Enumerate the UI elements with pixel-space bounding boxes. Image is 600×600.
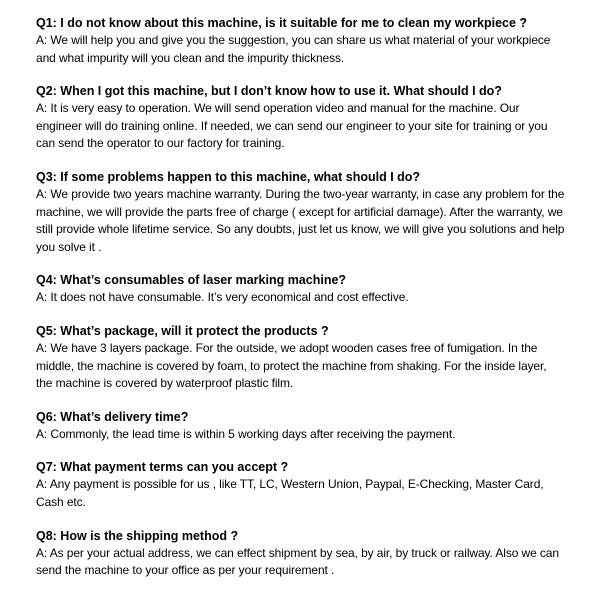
- faq-item-q7: [36, 458, 566, 511]
- faq-answer: A: We have 3 layers package. For the outside, we adopt wooden cases free of fumigation. In the middle, the machine is covered by foam, to protect the machine from shaking. For the inside layer, the machine is covered by waterproof plastic film.: [36, 340, 547, 391]
- faq-item-q6: [36, 408, 566, 444]
- faq-answer: A: We will help you and give you the suggestion, you can share us what material of your workpiece and what impurity will you clean and the impurity thickness.: [36, 33, 551, 65]
- faq-question: Q3: If some problems happen to this machine, what should I do?: [36, 169, 421, 184]
- faq-answer: A: Commonly, the lead time is within 5 working days after receiving the payment.: [36, 426, 456, 441]
- faq-answer: A: As per your actual address, we can effect shipment by sea, by air, by truck or railway. Also we can send the machine to your office as per your requirement .: [36, 545, 559, 578]
- faq-answer: A: Any payment is possible for us , like TT, LC, Western Union, Paypal, E-Checking, Master Card, Cash etc.: [36, 477, 544, 509]
- faq-question: Q6: What’s delivery time?: [36, 409, 189, 424]
- faq-item-q1: [36, 14, 566, 67]
- faq-question: Q5: What’s package, will it protect the products ?: [36, 323, 329, 338]
- faq-item-q4: [36, 271, 566, 307]
- faq-question: Q7: What payment terms can you accept ?: [36, 460, 289, 475]
- faq-item-q3: [36, 168, 566, 256]
- faq-question: Q1: I do not know about this machine, is it suitable for me to clean my workpiece ?: [36, 16, 528, 30]
- faq-item-q8: [36, 527, 566, 580]
- faq-question: Q8: How is the shipping method ?: [36, 528, 239, 543]
- faq-question: Q2: When I got this machine, but I don’t know how to use it. What should I do?: [36, 84, 502, 99]
- faq-list: [36, 14, 566, 595]
- faq-item-q5: [36, 322, 566, 393]
- faq-item-q2: [36, 82, 566, 153]
- faq-question: Q4: What’s consumables of laser marking machine?: [36, 273, 347, 288]
- faq-answer: A: It is very easy to operation. We will send operation video and manual for the machine. Our engineer will do training online. If needed, we can send our engineer to your site for training or you can send the operator to our factory for training.: [36, 101, 548, 151]
- faq-answer: A: We provide two years machine warranty. During the two-year warranty, in case any problem for the machine, we will provide the parts free of charge ( except for artificial damage). After the warranty, we still provide whole lifetime service. So any doubts, just let us know, we will give you solutions and help you solve it .: [36, 186, 565, 254]
- faq-answer: A: It does not have consumable. It’s very economical and cost effective.: [36, 290, 409, 305]
